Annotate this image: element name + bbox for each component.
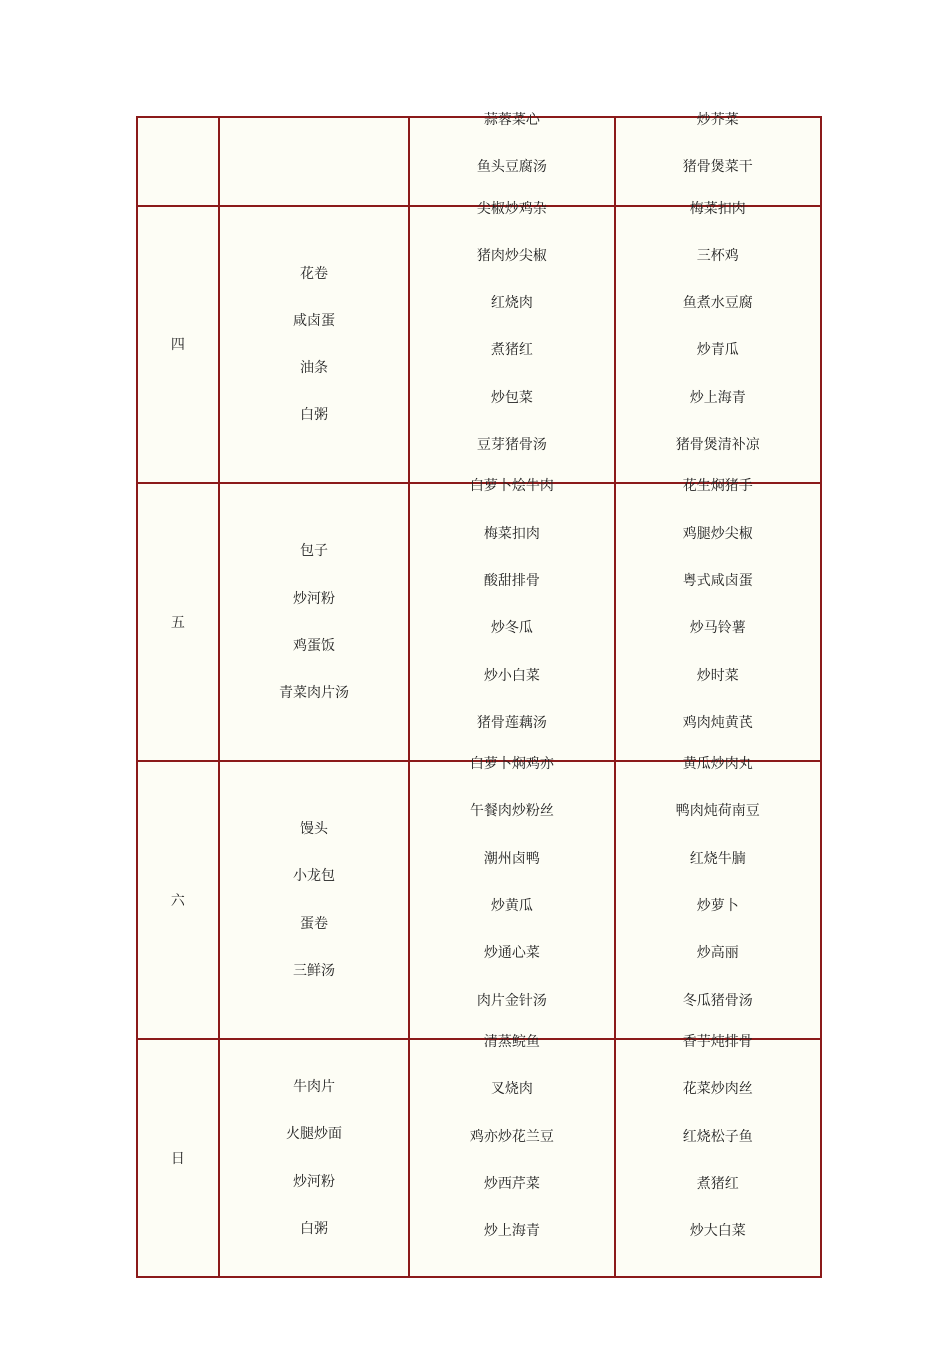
breakfast-item: 三鲜汤 <box>292 962 335 979</box>
dinner-item: 鸡肉炖黄芪 <box>682 714 753 731</box>
lunch-item: 炒黄瓜 <box>490 898 533 915</box>
lunch-cell <box>410 112 615 207</box>
dinner-item: 炒时菜 <box>696 667 739 684</box>
breakfast-item: 鸡蛋饭 <box>292 637 335 654</box>
lunch-item: 红烧肉 <box>490 295 533 312</box>
dinner-cell <box>616 1033 822 1278</box>
lunch-item: 豆芽猪骨汤 <box>476 437 547 454</box>
dinner-item: 鸭肉炖荷南豆 <box>675 803 760 820</box>
dinner-item: 炒芥菜 <box>696 112 739 128</box>
lunch-item: 尖椒炒鸡杂 <box>476 200 547 217</box>
breakfast-cell <box>220 762 410 1040</box>
lunch-item: 煮猪红 <box>490 342 533 359</box>
dinner-cell <box>616 478 822 762</box>
dinner-item: 猪骨煲菜干 <box>682 159 753 176</box>
dinner-item: 香芋炖排骨 <box>682 1033 753 1050</box>
breakfast-item: 蛋卷 <box>299 915 328 932</box>
table-row <box>138 1040 822 1278</box>
lunch-item: 白萝卜烩牛肉 <box>469 478 554 495</box>
breakfast-item: 炒河粉 <box>292 1173 335 1190</box>
dinner-item: 煮猪红 <box>696 1175 739 1192</box>
lunch-item: 梅菜扣肉 <box>483 525 540 542</box>
breakfast-cell <box>220 1040 410 1278</box>
day-label: 四 <box>170 337 185 354</box>
lunch-cell <box>410 756 615 1040</box>
lunch-item: 鸡亦炒花兰豆 <box>469 1128 554 1145</box>
breakfast-cell <box>220 118 410 207</box>
dinner-item: 冬瓜猪骨汤 <box>682 992 753 1009</box>
lunch-item: 炒小白菜 <box>483 667 540 684</box>
dinner-cell <box>616 756 822 1040</box>
breakfast-item: 炒河粉 <box>292 590 335 607</box>
lunch-cell <box>410 1033 615 1278</box>
table-row <box>138 207 822 485</box>
dinner-item: 黄瓜炒肉丸 <box>682 756 753 773</box>
lunch-cell <box>410 478 615 762</box>
dinner-item: 炒萝卜 <box>696 898 739 915</box>
dinner-item: 三杯鸡 <box>696 247 739 264</box>
dinner-item: 红烧松子鱼 <box>682 1128 753 1145</box>
day-cell <box>138 118 220 207</box>
day-label: 五 <box>170 615 185 632</box>
day-label: 日 <box>170 1150 185 1167</box>
dinner-item: 炒上海青 <box>689 389 746 406</box>
day-cell <box>138 207 220 485</box>
breakfast-item: 馒头 <box>299 821 328 838</box>
dinner-item: 粤式咸卤蛋 <box>682 572 753 589</box>
breakfast-item: 包子 <box>299 543 328 560</box>
dinner-item: 炒马铃薯 <box>689 620 746 637</box>
breakfast-item: 小龙包 <box>292 868 335 885</box>
lunch-item: 炒通心菜 <box>483 945 540 962</box>
dinner-item: 猪骨煲清补凉 <box>675 437 760 454</box>
lunch-item: 叉烧肉 <box>490 1081 533 1098</box>
dinner-cell <box>616 200 822 485</box>
lunch-item: 酸甜排骨 <box>483 572 540 589</box>
dinner-item: 炒青瓜 <box>696 342 739 359</box>
lunch-item: 肉片金针汤 <box>476 992 547 1009</box>
breakfast-item: 火腿炒面 <box>285 1126 342 1143</box>
dinner-item: 梅菜扣肉 <box>689 200 746 217</box>
breakfast-item: 白粥 <box>299 1220 328 1237</box>
day-cell <box>138 1040 220 1278</box>
breakfast-cell <box>220 207 410 485</box>
lunch-item: 猪肉炒尖椒 <box>476 247 547 264</box>
table-row <box>138 762 822 1040</box>
dinner-item: 花生焖猪手 <box>682 478 753 495</box>
lunch-item: 炒包菜 <box>490 389 533 406</box>
breakfast-item: 青菜肉片汤 <box>278 685 349 702</box>
day-cell <box>138 484 220 762</box>
lunch-item: 蒜蓉菜心 <box>483 112 540 128</box>
lunch-item: 炒西芹菜 <box>483 1175 540 1192</box>
dinner-item: 鱼煮水豆腐 <box>682 295 753 312</box>
lunch-item: 白萝卜焖鸡亦 <box>469 756 554 773</box>
dinner-item: 鸡腿炒尖椒 <box>682 525 753 542</box>
lunch-item: 炒冬瓜 <box>490 620 533 637</box>
breakfast-item: 咸卤蛋 <box>292 312 335 329</box>
lunch-item: 午餐肉炒粉丝 <box>469 803 554 820</box>
lunch-item: 清蒸鲩鱼 <box>483 1033 540 1050</box>
lunch-item: 潮州卤鸭 <box>483 850 540 867</box>
dinner-item: 炒大白菜 <box>689 1223 746 1240</box>
dinner-item: 花菜炒肉丝 <box>682 1081 753 1098</box>
day-cell <box>138 762 220 1040</box>
breakfast-item: 油条 <box>299 360 328 377</box>
table-row <box>138 118 822 207</box>
breakfast-item: 牛肉片 <box>292 1078 335 1095</box>
day-label: 六 <box>170 893 185 910</box>
breakfast-cell <box>220 484 410 762</box>
breakfast-item: 白粥 <box>299 407 328 424</box>
dinner-item: 炒高丽 <box>696 945 739 962</box>
lunch-cell <box>410 200 615 485</box>
lunch-item: 鱼头豆腐汤 <box>476 159 547 176</box>
dinner-cell <box>616 112 822 207</box>
dinner-item: 红烧牛腩 <box>689 850 746 867</box>
table-row <box>138 484 822 762</box>
breakfast-item: 花卷 <box>299 265 328 282</box>
lunch-item: 炒上海青 <box>483 1223 540 1240</box>
lunch-item: 猪骨莲藕汤 <box>476 714 547 731</box>
menu-table <box>136 112 822 1278</box>
